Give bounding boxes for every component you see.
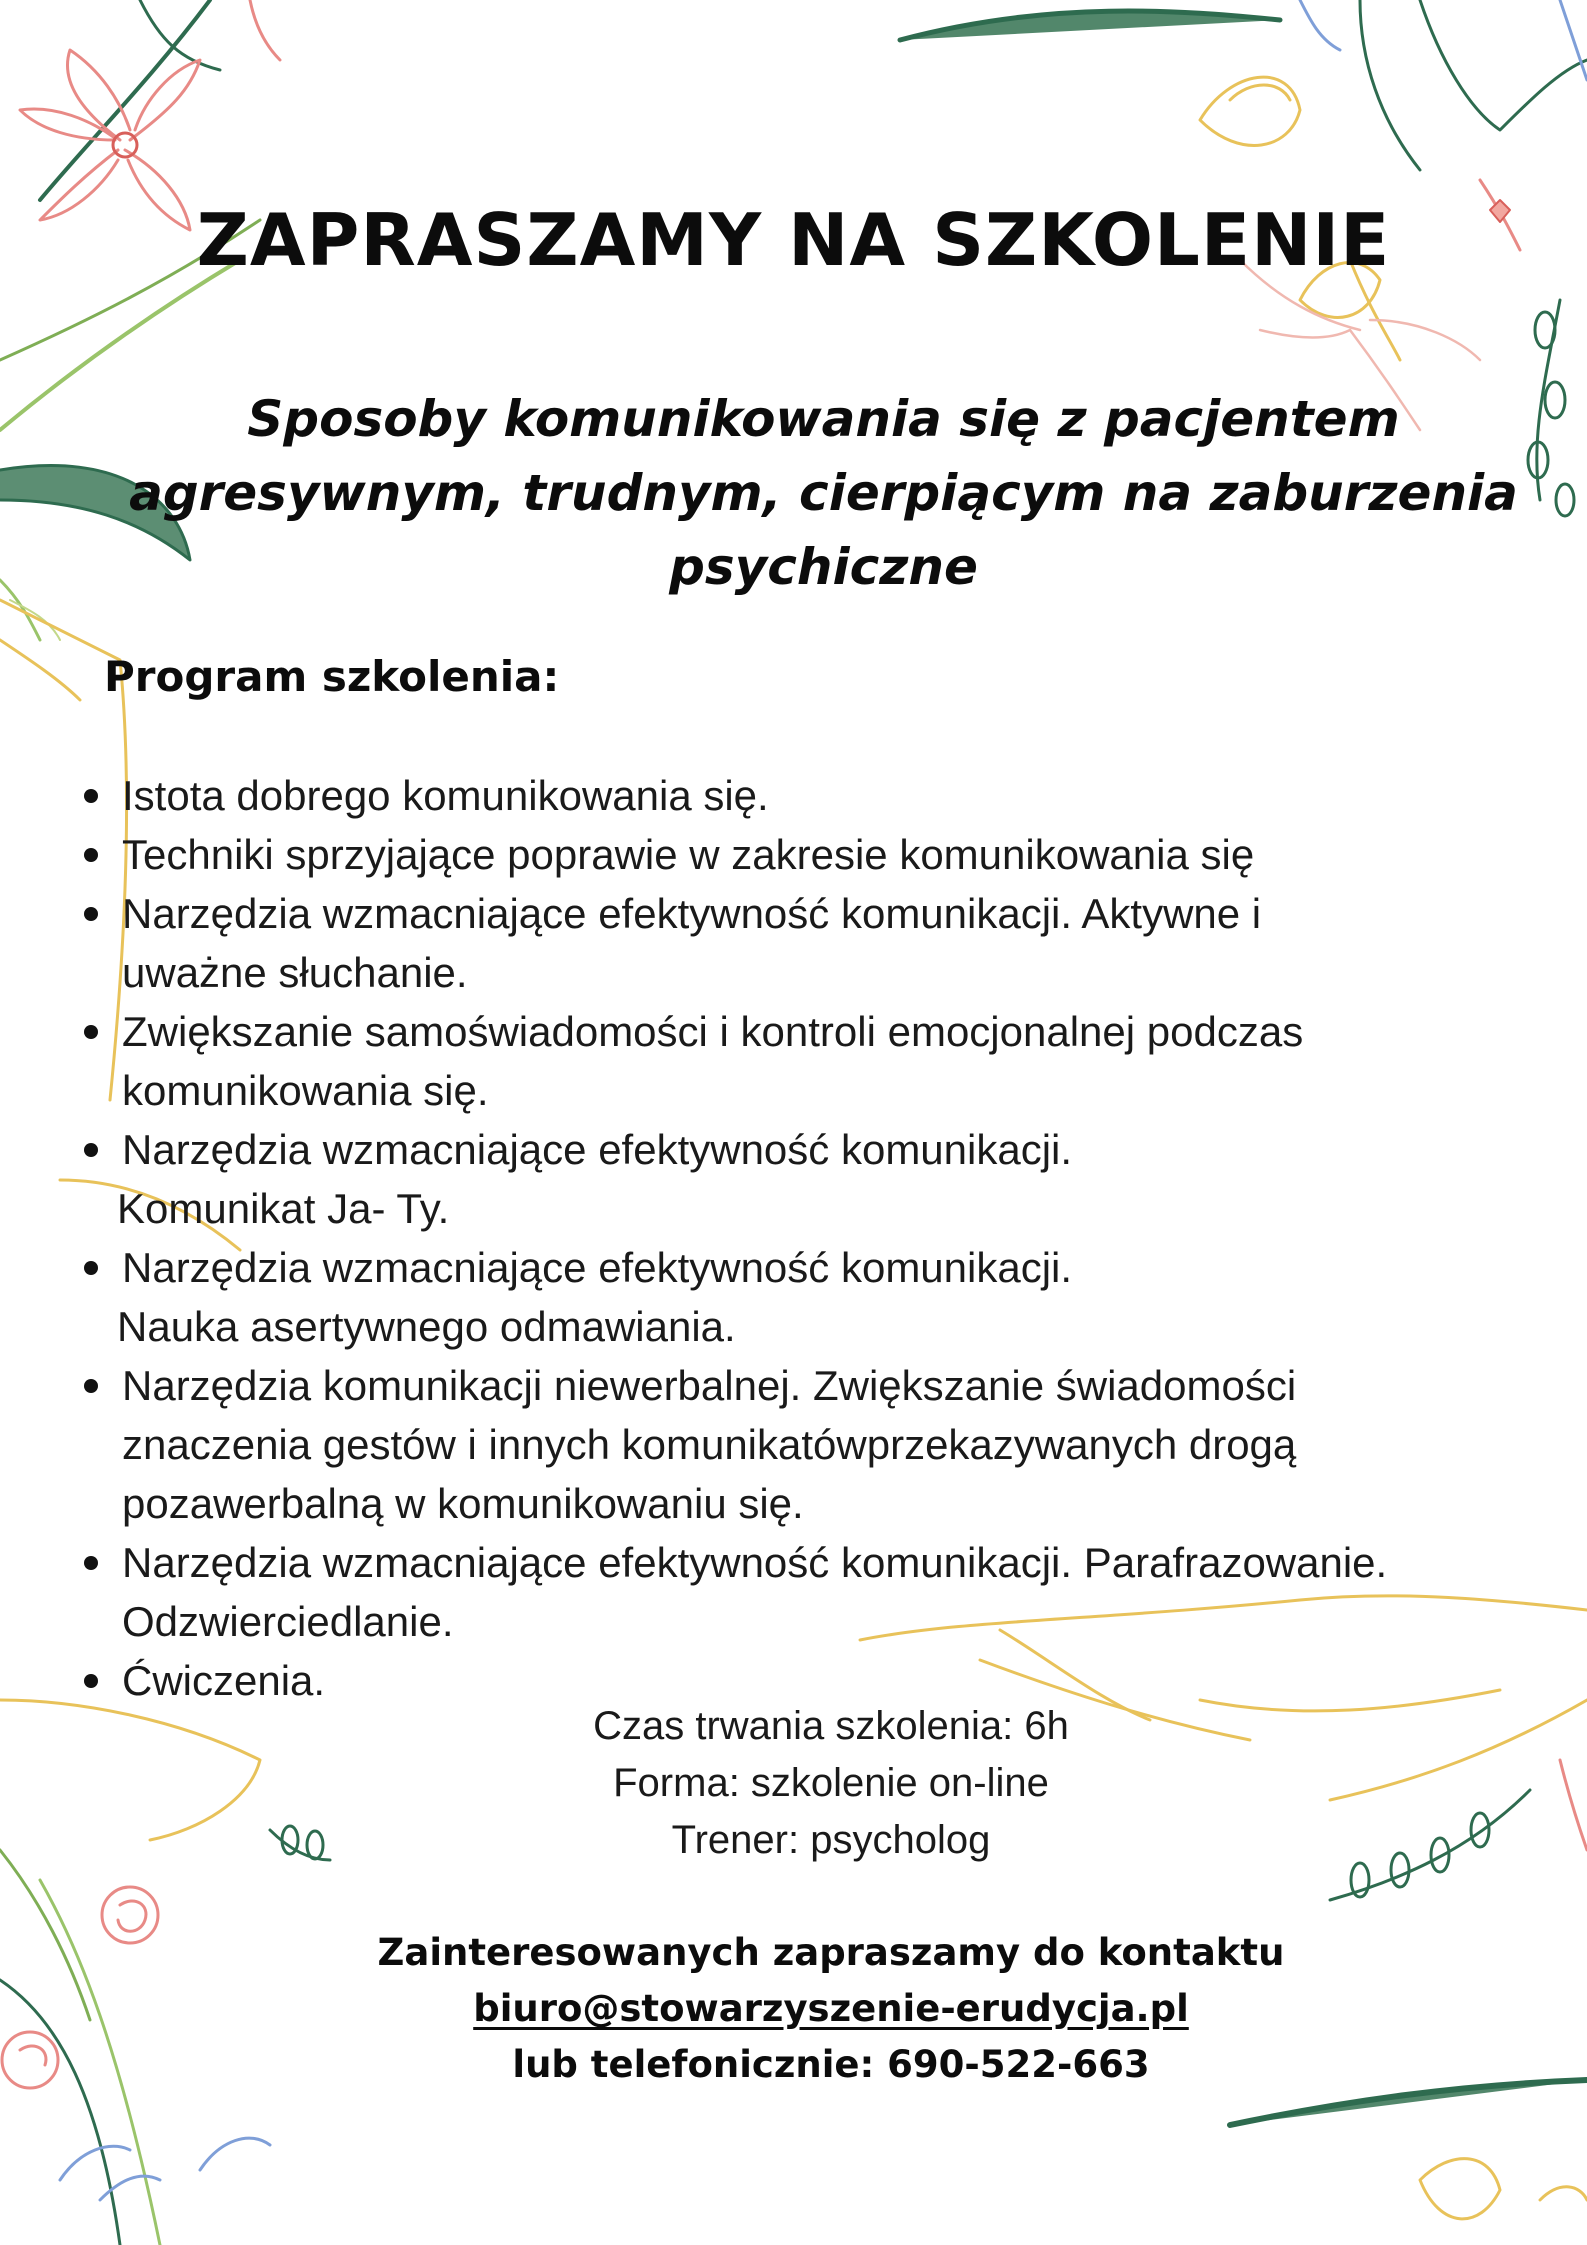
list-item-text: Narzędzia wzmacniające efektywność komunikacji.: [122, 1244, 1073, 1291]
list-item: [78, 1356, 1568, 1533]
subtitle-line: agresywnym, trudnym, cierpiącym na zaburzenia: [129, 464, 1518, 522]
form-text: Forma: szkolenie on-line: [613, 1761, 1049, 1805]
list-item-text: Odzwierciedlanie.: [122, 1598, 454, 1645]
list-item: [78, 1120, 1568, 1238]
contact-section: [0, 1925, 1587, 2093]
training-subtitle: [110, 382, 1537, 604]
email-link[interactable]: biuro@stowarzyszenie-erudycja.pl: [473, 1987, 1189, 2030]
phone-text: lub telefonicznie: 690-522-663: [512, 2043, 1150, 2086]
trainer-text: Trener: psycholog: [671, 1818, 991, 1862]
program-heading: Program szkolenia:: [104, 652, 560, 701]
list-item-text: Narzędzia wzmacniające efektywność komunikacji. Parafrazowanie.: [122, 1539, 1388, 1586]
list-item-text: Istota dobrego komunikowania się.: [122, 772, 769, 819]
list-item-text: Ćwiczenia.: [122, 1657, 326, 1704]
duration-text: Czas trwania szkolenia: 6h: [593, 1704, 1069, 1748]
list-item-text: Narzędzia wzmacniające efektywność komunikacji.: [122, 1126, 1073, 1173]
list-item: [78, 766, 1568, 825]
list-item-text: pozawerbalną w komunikowaniu się.: [122, 1480, 804, 1527]
list-item-text: uważne słuchanie.: [122, 949, 468, 996]
list-item-text: Narzędzia komunikacji niewerbalnej. Zwiększanie świadomości: [122, 1362, 1297, 1409]
list-item-text: komunikowania się.: [122, 1067, 489, 1114]
training-info: [0, 1698, 1587, 1869]
list-item-text: Nauka asertywnego odmawiania.: [117, 1303, 736, 1350]
list-item-text: Techniki sprzyjające poprawie w zakresie komunikowania się: [122, 831, 1255, 878]
list-item: [78, 825, 1568, 884]
subtitle-line: psychiczne: [669, 538, 978, 596]
list-item: [78, 1533, 1568, 1651]
list-item-text: Narzędzia wzmacniające efektywność komunikacji. Aktywne i: [122, 890, 1262, 937]
list-item: [78, 884, 1568, 1002]
list-item-text: znaczenia gestów i innych komunikatówprzekazywanych drogą: [122, 1421, 1297, 1468]
subtitle-line: Sposoby komunikowania się z pacjentem: [247, 390, 1400, 448]
list-item-text: Zwiększanie samoświadomości i kontroli emocjonalnej podczas: [122, 1008, 1304, 1055]
page-title: ZAPRASZAMY NA SZKOLENIE: [196, 198, 1391, 282]
contact-invite: Zainteresowanych zapraszamy do kontaktu: [377, 1931, 1285, 1974]
list-item: [78, 1238, 1568, 1356]
list-item-text: Komunikat Ja- Ty.: [117, 1185, 450, 1232]
list-item: [78, 1002, 1568, 1120]
program-list: [78, 766, 1568, 1710]
